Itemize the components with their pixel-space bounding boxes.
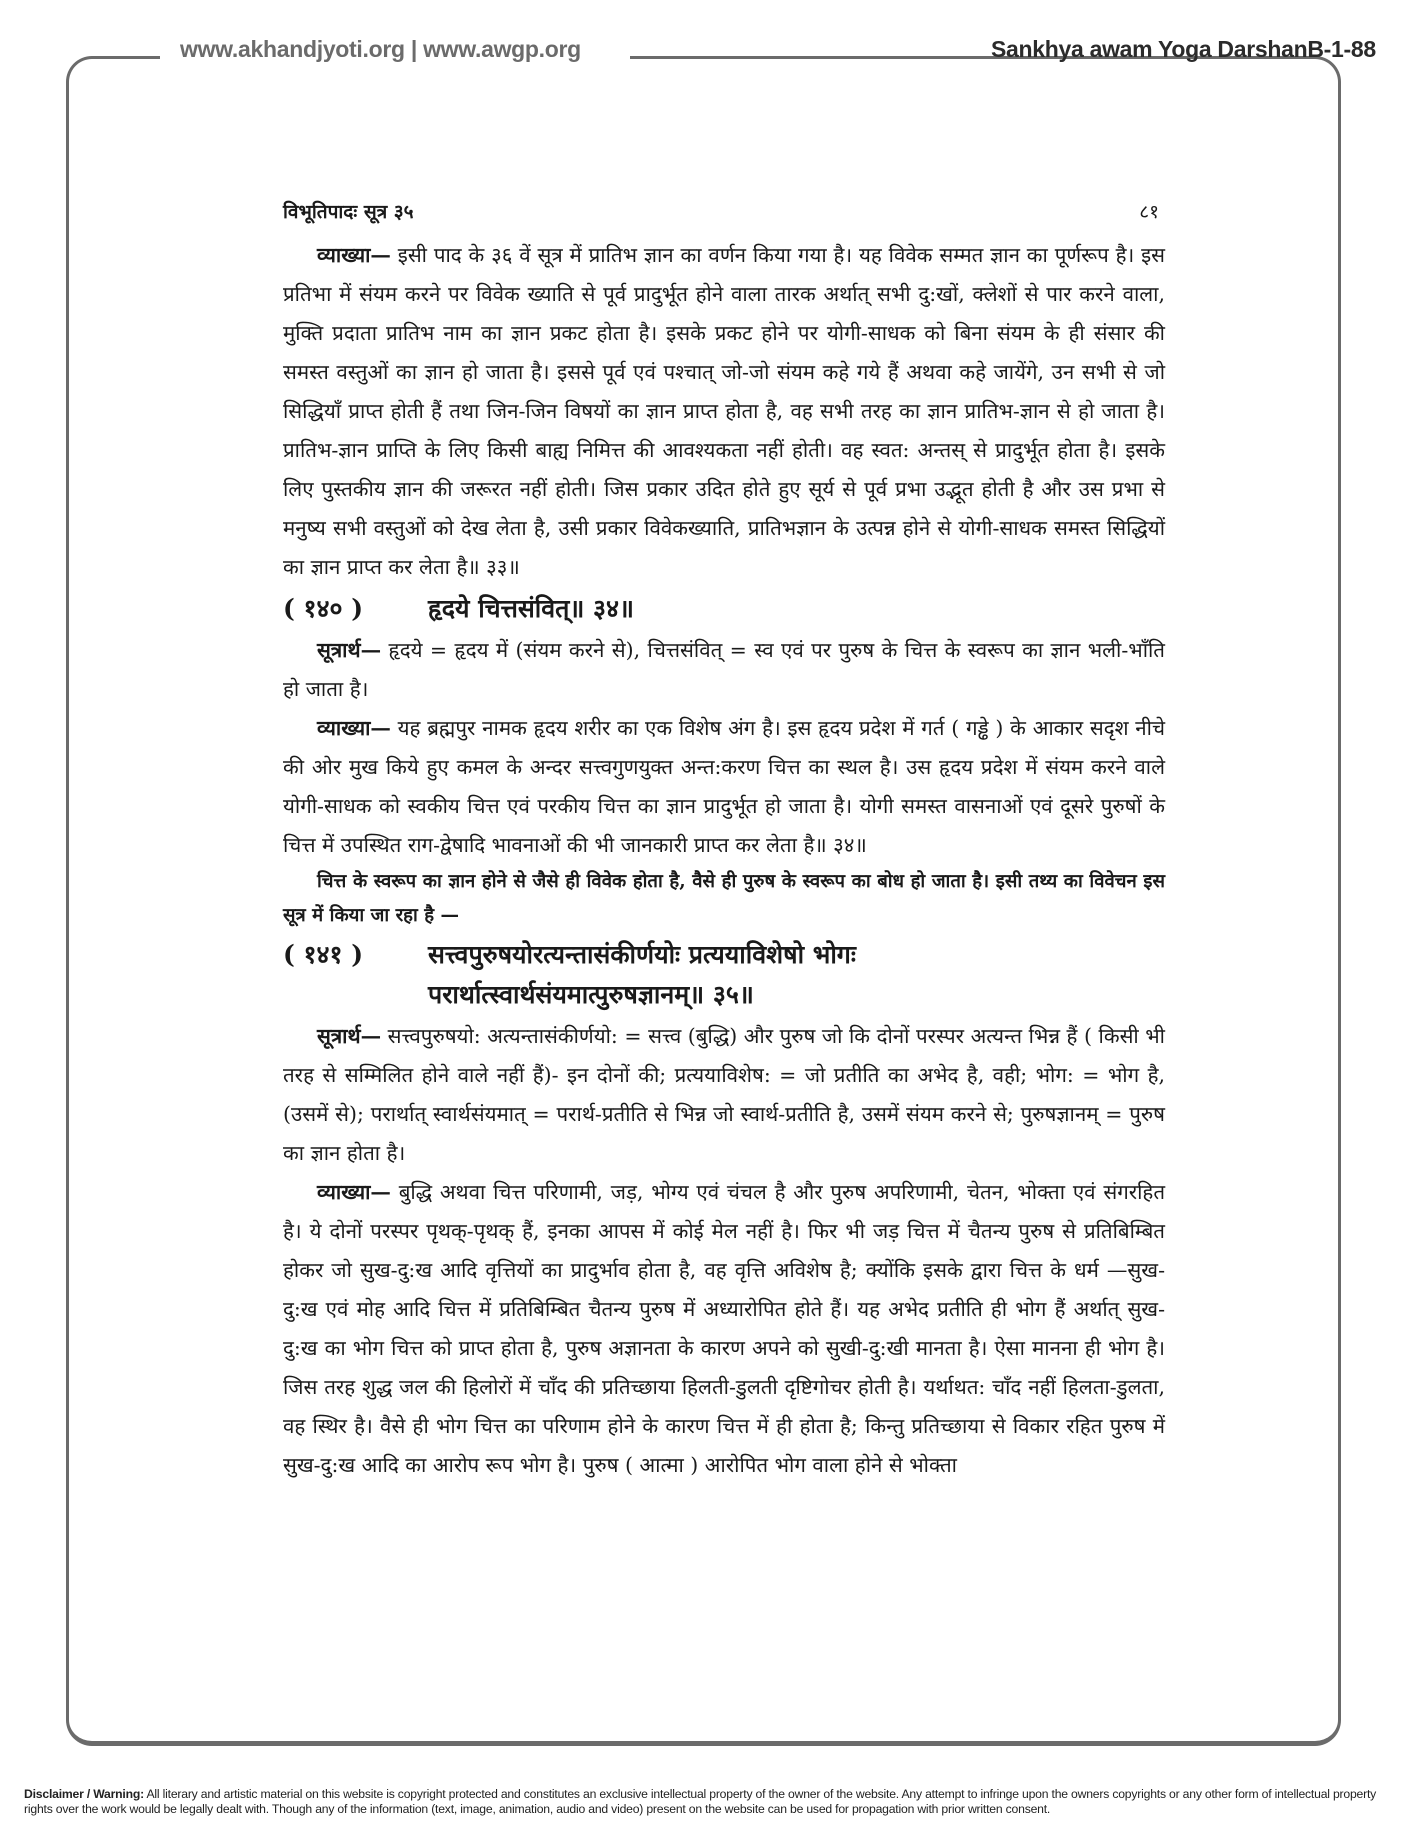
meaning-text: हृदये = हृदय में (संयम करने से), चित्तसंवित् = स्व एवं पर पुरुष के चित्त के स्वरूप का ज्ञान भली-भाँति हो जाता है। <box>283 638 1165 701</box>
commentary-lead: व्याख्या— <box>317 1180 391 1204</box>
running-head <box>283 198 1165 224</box>
sutra-141 <box>283 935 1165 1015</box>
commentary-35 <box>283 1173 1165 1485</box>
meaning-lead: सूत्रार्थ— <box>317 638 382 662</box>
page-number: ८१ <box>1139 201 1159 223</box>
book-code: Sankhya awam Yoga DarshanB-1-88 <box>991 36 1376 62</box>
sutra-140 <box>283 589 1165 629</box>
meaning-text: सत्त्वपुरुषयो: अत्यन्तासंकीर्णयो: = सत्त्व (बुद्धि) और पुरुष जो कि दोनों परस्पर अत्यन्त भिन्न हैं ( किसी भी तरह से सम्मिलित होने वाले नहीं हैं)- इन दोनों की; प्रत्ययाविशेष: = जो प्रतीति का अभेद है, वही; भोग: = भोग है, (उसमें से); परार्थात् स्वार्थसंयमात् = परार्थ-प्रतीति से भिन्न जो स्वार्थ-प्रतीति है, उसमें संयम करने से; पुरुषज्ञानम् = पुरुष का ज्ञान होता है। <box>283 1024 1165 1165</box>
meaning-34 <box>283 631 1165 709</box>
meaning-lead: सूत्रार्थ— <box>317 1024 382 1048</box>
meaning-35 <box>283 1017 1165 1173</box>
sutra-text-block <box>428 935 1165 1015</box>
commentary-34 <box>283 709 1165 865</box>
disclaimer-text: All literary and artistic material on this website is copyright protected and constitutes an exclusive intellectual property of the owner of the website. Any attempt to infringe upon the owners copyrights or any other form of intellectual property rights over the work would be legally dealt with. Though any of the information (text, image, animation, audio and video) present on the website can be used for propagation with prior written consent. <box>24 1787 1377 1816</box>
intro-text: चित्त के स्वरूप का ज्ञान होने से जैसे ही विवेक होता है, वैसे ही पुरुष के स्वरूप का बोध हो जाता है। इसी तथ्य का विवेचन इस सूत्र में किया जा रहा है — <box>283 871 1165 926</box>
commentary-lead: व्याख्या— <box>317 716 391 740</box>
commentary-text: यह ब्रह्मपुर नामक हृदय शरीर का एक विशेष अंग है। इस हृदय प्रदेश में गर्त ( गड्ढे ) के आकार सदृश नीचे की ओर मुख किये हुए कमल के अन्दर सत्त्वगुणयुक्त अन्त:करण चित्त का स्थल है। उस हृदय प्रदेश में संयम करने वाले योगी-साधक को स्वकीय चित्त एवं परकीय चित्त का ज्ञान प्रादुर्भूत हो जाता है। योगी समस्त वासनाओं एवं दूसरे पुरुषों के चित्त में उपस्थित राग-द्वेषादि भावनाओं की भी जानकारी प्राप्त कर लेता है॥ ३४॥ <box>283 716 1165 857</box>
sutra-intro-35 <box>283 865 1165 933</box>
disclaimer-label: Disclaimer / Warning: <box>24 1787 144 1801</box>
commentary-33 <box>283 236 1165 587</box>
sutra-line-1: सत्त्वपुरुषयोरत्यन्तासंकीर्णयोः प्रत्ययाविशेषो भोगः <box>428 940 856 969</box>
sutra-number: ( १४० ) <box>283 594 364 623</box>
site-links[interactable]: www.akhandjyoti.org | www.awgp.org <box>170 36 591 63</box>
commentary-text: इसी पाद के ३६ वें सूत्र में प्रातिभ ज्ञान का वर्णन किया गया है। यह विवेक सम्मत ज्ञान का पूर्णरूप है। इस प्रतिभा में संयम करने पर विवेक ख्याति से पूर्व प्रादुर्भूत होने वाला तारक अर्थात् सभी दु:खों, क्लेशों से पार करने वाला, मुक्ति प्रदाता प्रातिभ नाम का ज्ञान प्रकट होता है। इसके प्रकट होने पर योगी-साधक को बिना संयम के ही संसार की समस्त वस्तुओं का ज्ञान हो जाता है। इससे पूर्व एवं पश्चात् जो-जो संयम कहे गये हैं अथवा कहे जायेंगे, उन सभी से जो सिद्धियाँ प्राप्त होती हैं तथा जिन-जिन विषयों का ज्ञान प्राप्त होता है, वह सभी तरह का ज्ञान प्रातिभ-ज्ञान से हो जाता है। प्रातिभ-ज्ञान प्राप्ति के लिए किसी बाह्य निमित्त की आवश्यकता नहीं होती। वह स्वत: अन्तस् से प्रादुर्भूत होता है। इसके लिए पुस्तकीय ज्ञान की जरूरत नहीं होती। जिस प्रकार उदित होते हुए सूर्य से पूर्व प्रभा उद्भूत होती है और उस प्रभा से मनुष्य सभी वस्तुओं को देख लेता है, उसी प्रकार विवेकख्याति, प्रातिभज्ञान के उत्पन्न होने से योगी-साधक समस्त सिद्धियों का ज्ञान प्राप्त कर लेता है॥ ३३॥ <box>283 243 1165 579</box>
commentary-text: बुद्धि अथवा चित्त परिणामी, जड़, भोग्य एवं चंचल है और पुरुष अपरिणामी, चेतन, भोक्ता एवं संगरहित है। ये दोनों परस्पर पृथक्-पृथक् हैं, इनका आपस में कोई मेल नहीं है। फिर भी जड़ चित्त में चैतन्य पुरुष से प्रतिबिम्बित होकर जो सुख-दु:ख आदि वृत्तियों का प्रादुर्भाव होता है, वह वृत्ति अविशेष है; क्योंकि इसके द्वारा चित्त के धर्म —सुख-दु:ख एवं मोह आदि चित्त में प्रतिबिम्बित चैतन्य पुरुष में अध्यारोपित होते हैं। यह अभेद प्रतीति ही भोग हैं अर्थात् सुख-दु:ख का भोग चित्त को प्राप्त होता है, पुरुष अज्ञानता के कारण अपने को सुखी-दु:खी मानता है। ऐसा मानना ही भोग है। जिस तरह शुद्ध जल की हिलोरों में चाँद की प्रतिच्छाया हिलती-डुलती दृष्टिगोचर होती है। यर्थाथत: चाँद नहीं हिलता-डुलता, वह स्थिर है। वैसे ही भोग चित्त का परिणाम होने के कारण चित्त में ही होता है; किन्तु प्रतिच्छाया से विकार रहित पुरुष में सुख-दु:ख आदि का आरोप रूप भोग है। पुरुष ( आत्मा ) आरोपित भोग वाला होने से भोक्ता <box>283 1180 1165 1477</box>
sutra-number: ( १४१ ) <box>283 940 364 969</box>
sutra-text: हृदये चित्तसंवित्॥ ३४॥ <box>428 594 635 623</box>
section-title: विभूतिपादः सूत्र ३५ <box>283 201 414 223</box>
sutra-line-2: परार्थात्स्वार्थसंयमात्पुरुषज्ञानम्॥ ३५॥ <box>428 980 754 1009</box>
page-content <box>283 198 1165 1485</box>
commentary-lead: व्याख्या— <box>317 243 391 267</box>
disclaimer <box>24 1787 1396 1817</box>
